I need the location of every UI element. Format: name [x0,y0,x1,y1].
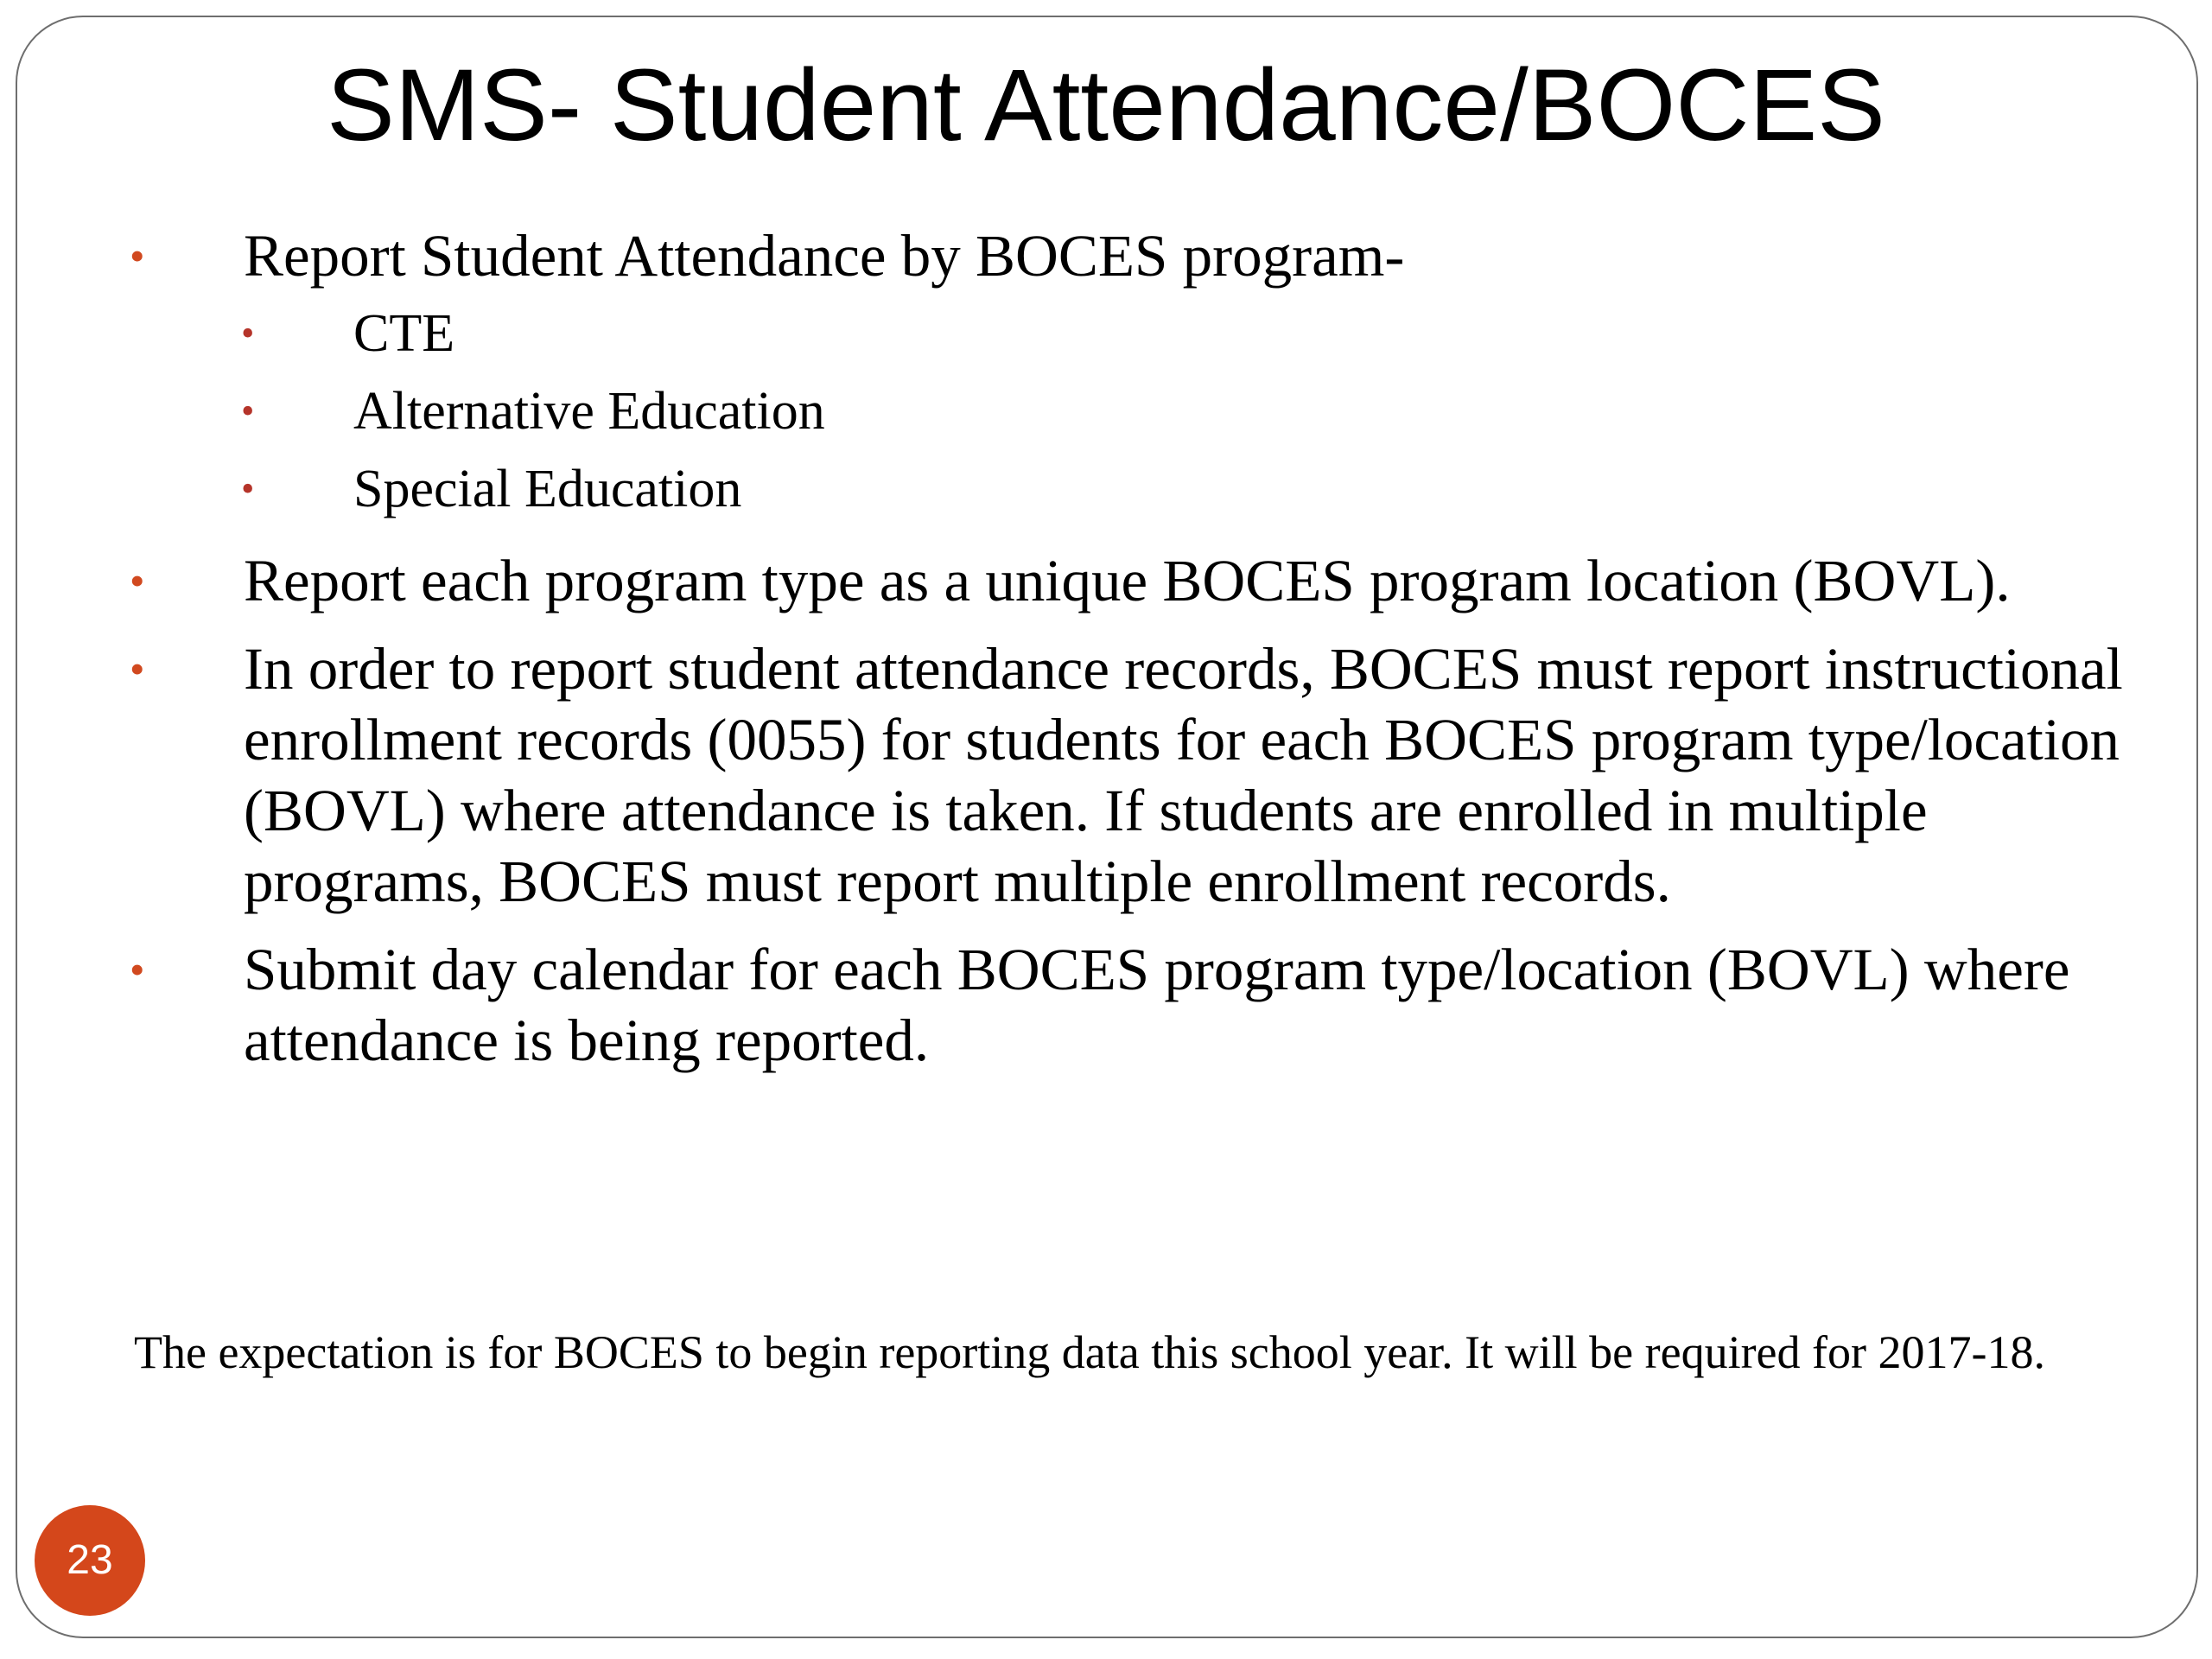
bullet-item [130,633,2143,917]
bullet-list [130,220,2143,1093]
bullet-item [130,545,2143,616]
bullet-text: Report Student Attendance by BOCES program- [244,223,1405,289]
slide-title: SMS- Student Attendance/BOCES [327,48,1885,162]
page-number-badge: 23 [35,1505,145,1616]
footnote: The expectation is for BOCES to begin reporting data this school year. It will be required for 2017-18. [134,1326,2045,1378]
sub-bullet-dot-icon: • [241,312,255,354]
sub-bullet-text: Alternative Education [353,382,825,441]
bullet-text: In order to report student attendance records, BOCES must report instructional enrollment records (0055) for students for each BOCES program type/location (BOVL) where attendance is taken. If students are enrolled in multiple programs, BOCES must report multiple enrollment records. [244,636,2123,914]
bullet-dot-icon: • [130,945,145,994]
sub-bullet-dot-icon: • [241,390,255,432]
bullet-dot-icon: • [130,645,145,693]
sub-bullet-text: Special Education [353,460,742,518]
sub-bullet-item [241,372,2143,450]
bullet-item [130,934,2143,1076]
bullet-text: Submit day calendar for each BOCES program type/location (BOVL) where attendance is being reported. [244,937,2070,1073]
sub-bullet-item [241,450,2143,528]
sub-bullet-item [241,295,2143,372]
bullet-item [130,220,2143,528]
sub-bullet-text: CTE [353,304,455,363]
sub-bullet-list [241,295,2143,528]
bullet-text: Report each program type as a unique BOCES program location (BOVL). [244,548,2011,613]
bullet-dot-icon: • [130,556,145,605]
bullet-dot-icon: • [130,232,145,280]
sub-bullet-dot-icon: • [241,467,255,510]
